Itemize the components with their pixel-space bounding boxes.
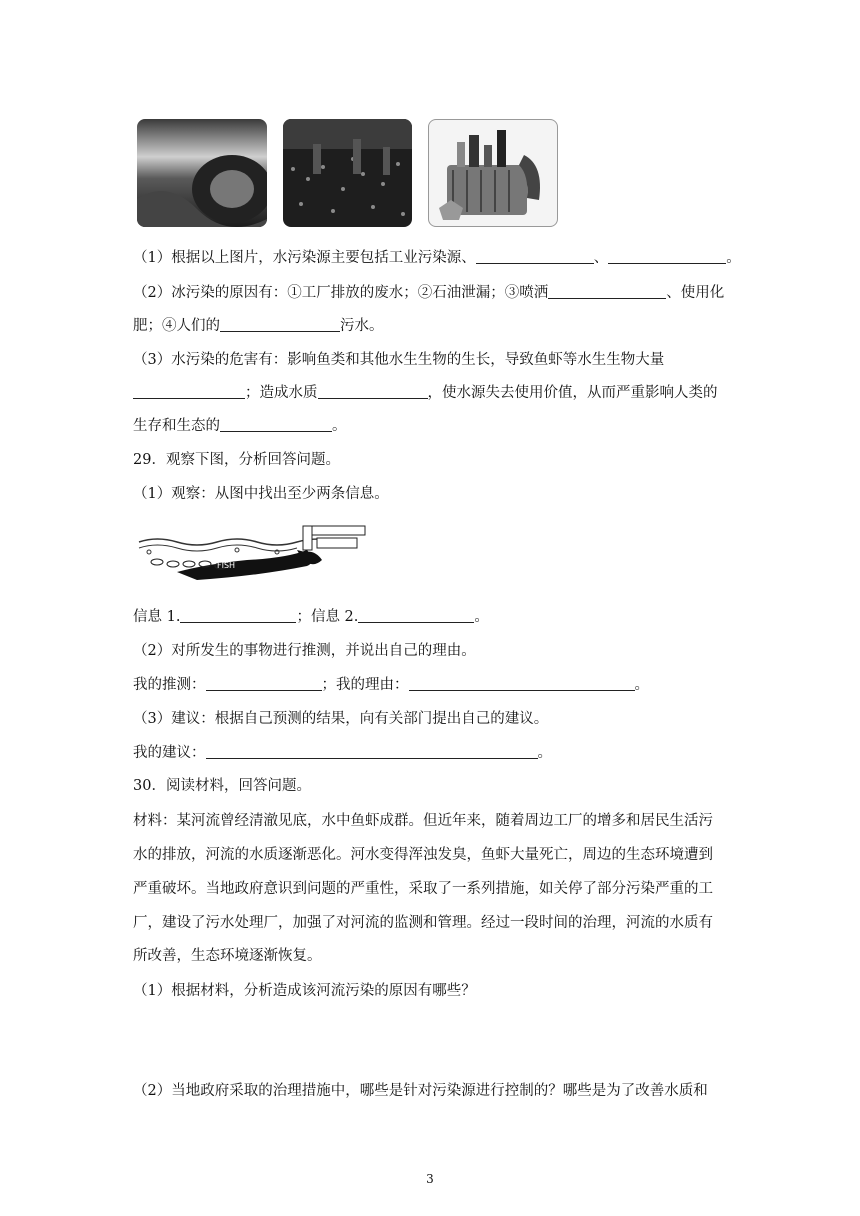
industrial-pipe-discharge-photo (137, 119, 267, 227)
answer-blank[interactable] (180, 608, 296, 623)
suggest-label: 我的建议： (133, 745, 206, 761)
q29-part2: （2）对所发生的事物进行推测，并说出自己的理由。 (133, 643, 476, 659)
q29-title: 29．观察下图，分析回答问题。 (133, 452, 340, 468)
q28-p2-text: （2）冰污染的原因有：①工厂排放的废水；②石油泄漏；③喷洒 (133, 285, 549, 301)
info1-label: 信息 1. (133, 609, 181, 625)
q29-part3: （3）建议：根据自己预测的结果，向有关部门提出自己的建议。 (133, 711, 549, 727)
reason-end: 。 (634, 677, 649, 693)
q28-p3-text-b: ；造成水质 (245, 385, 318, 401)
q29-part1: （1）观察：从图中找出至少两条信息。 (133, 486, 389, 502)
answer-blank[interactable] (318, 384, 428, 399)
q29-guess-line (133, 675, 649, 695)
q28-part1 (133, 248, 741, 268)
q30-question-1: （1）根据材料，分析造成该河流污染的原因有哪些？ (133, 983, 476, 999)
q29-suggest-line (133, 743, 552, 763)
q30-question-2: （2）当地政府采取的治理措施中，哪些是针对污染源进行控制的？哪些是为了改善水质和 (133, 1083, 708, 1099)
q30-material-4: 厂，建设了污水处理厂，加强了对河流的监测和管理。经过一段时间的治理，河流的水质有 (133, 915, 713, 931)
guess-label: 我的推测： (133, 677, 206, 693)
q28-part2-line1 (133, 283, 724, 303)
info2-label: ；信息 2. (296, 609, 359, 625)
q28-part2-line2 (133, 316, 384, 336)
q28-p2-text-b: 、使用化 (666, 285, 725, 301)
answer-blank[interactable] (476, 249, 594, 264)
q28-p3-text-d: 生存和生态的 (133, 418, 220, 434)
page-number: 3 (426, 1172, 434, 1186)
q29-info-line (133, 607, 489, 627)
q28-part3-line2 (133, 383, 718, 403)
answer-blank[interactable] (548, 284, 666, 299)
suggest-end: 。 (537, 745, 552, 761)
answer-blank[interactable] (206, 744, 538, 759)
q30-title: 30．阅读材料，回答问题。 (133, 778, 311, 794)
q30-material-1: 材料：某河流曾经清澈见底，水中鱼虾成群。但近年来，随着周边工厂的增多和居民生活污 (133, 813, 713, 829)
q28-p3-text: （3）水污染的危害有：影响鱼类和其他水生生物的生长，导致鱼虾等水生生物大量 (133, 352, 665, 368)
q30-material-3: 严重破坏。当地政府意识到问题的严重性，采取了一系列措施，如关停了部分污染严重的工 (133, 881, 713, 897)
info-end: 。 (474, 609, 489, 625)
q28-p3-text-e: 。 (332, 418, 347, 434)
q28-p3-text-c: ，使水源失去使用价值，从而严重影响人类的 (427, 385, 718, 401)
household-cleaning-products-photo (428, 119, 558, 227)
q30-material-5: 所改善，生态环境逐渐恢复。 (133, 948, 322, 964)
q28-p1-sep: 、 (593, 250, 609, 266)
q28-part3-line1 (133, 350, 664, 370)
answer-blank[interactable] (220, 417, 332, 432)
answer-blank[interactable] (409, 676, 635, 691)
svg-text:FISH: FISH (217, 561, 236, 570)
q28-p1-end: 。 (726, 250, 741, 266)
answer-blank[interactable] (220, 317, 340, 332)
q28-p1-text: （1）根据以上图片，水污染源主要包括工业污染源、 (133, 250, 476, 266)
q28-p2-text-c: 肥；④人们的 (133, 318, 220, 334)
answer-blank[interactable] (133, 384, 245, 399)
answer-blank[interactable] (358, 608, 474, 623)
q30-material-2: 水的排放，河流的水质逐渐恶化。河水变得浑浊发臭，鱼虾大量死亡，周边的生态环境遭到 (133, 847, 713, 863)
answer-blank[interactable] (608, 249, 726, 264)
pipe-polluting-river-fish-drawing (137, 520, 369, 586)
q28-part3-line3 (133, 416, 347, 436)
q28-p2-text-d: 污水。 (340, 318, 384, 334)
answer-blank[interactable] (206, 676, 322, 691)
reason-label: ；我的理由： (321, 677, 409, 693)
farmland-spraying-photo (283, 119, 412, 227)
